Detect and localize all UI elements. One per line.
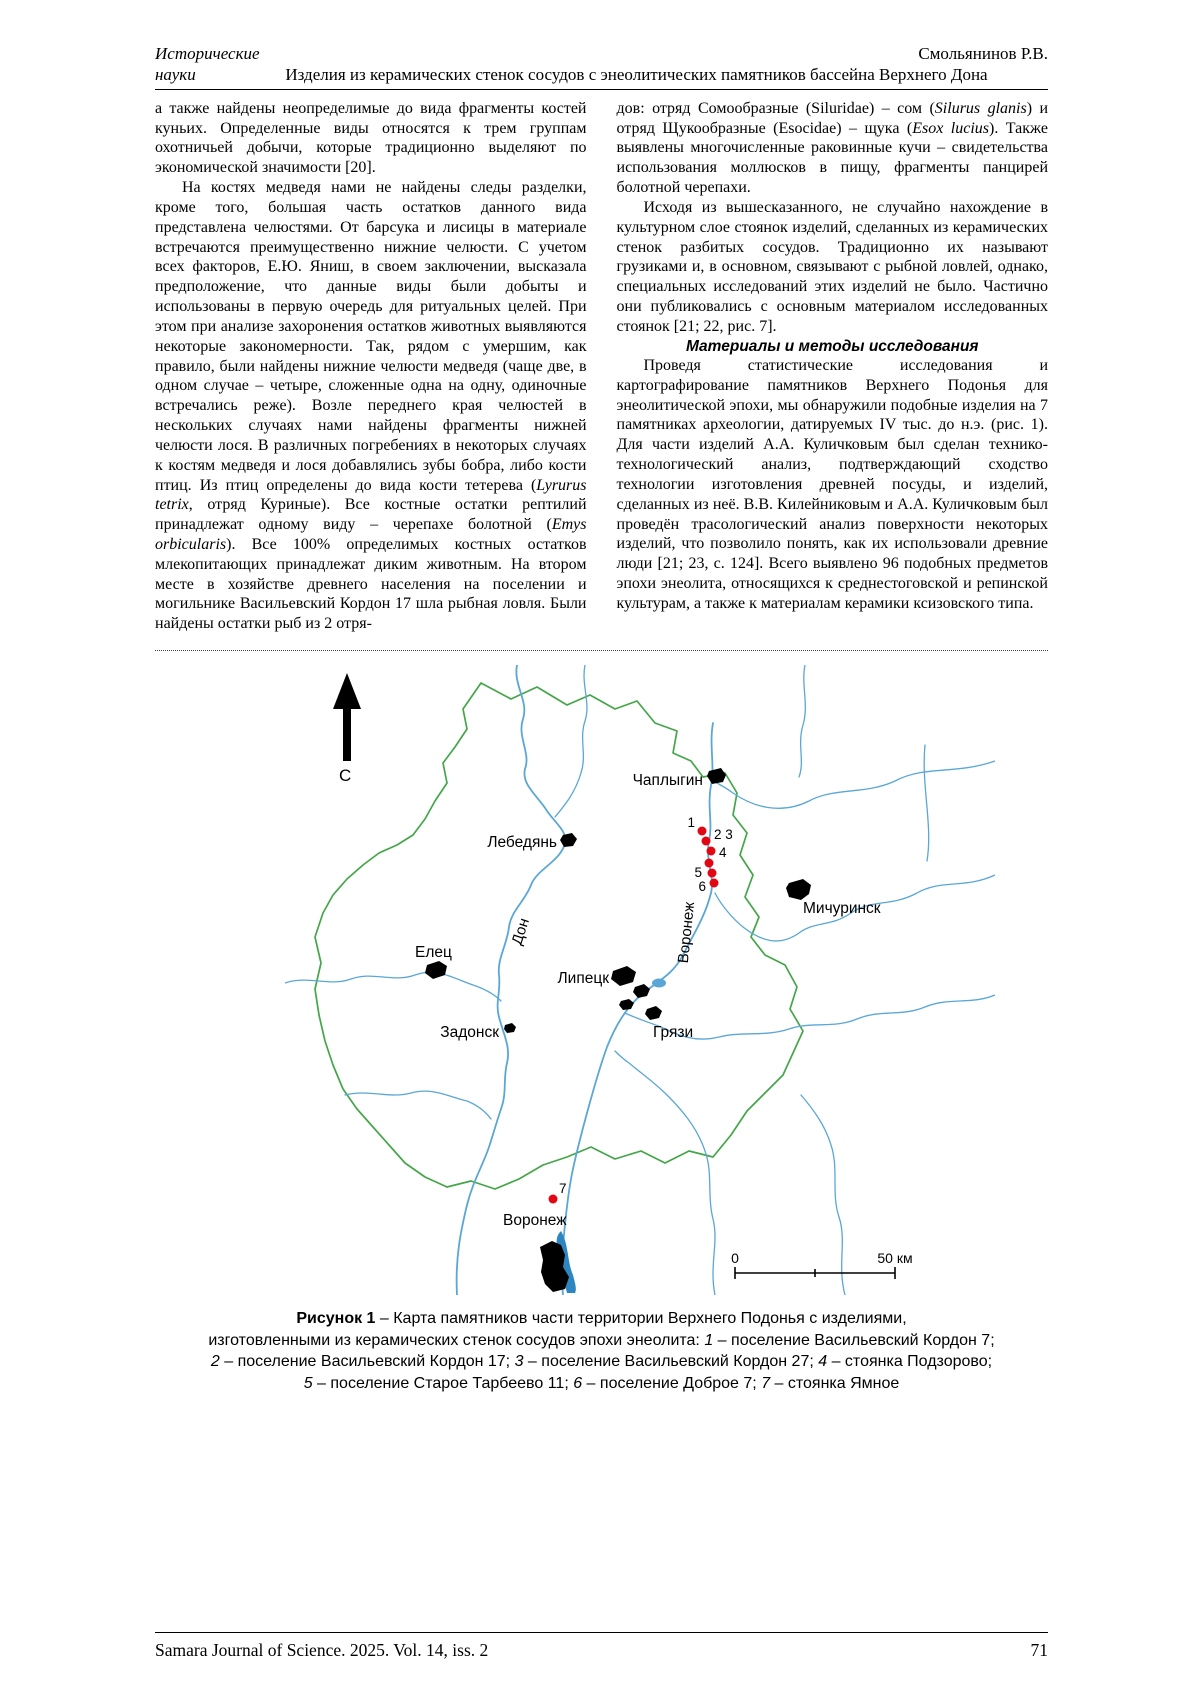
tributary bbox=[555, 665, 587, 817]
city-label-lebedyan: Лебедянь bbox=[487, 834, 557, 852]
tributary bbox=[924, 745, 929, 861]
section-heading: Материалы и методы исследования bbox=[685, 337, 979, 355]
section-name-line2: науки bbox=[155, 65, 196, 85]
north-label: С bbox=[339, 766, 352, 786]
city-label-michurinsk: Мичуринск bbox=[803, 900, 881, 918]
city-labels bbox=[415, 772, 881, 1229]
figure-1 bbox=[155, 650, 1048, 1394]
site-label-5: 5 bbox=[694, 865, 702, 881]
paragraph: Проведя статистические исследования и картографирование памятников Верхнего Подонья для энеолитической эпохи, мы обнаружили подобные изделия на 7 памятниках археологии, датируемых IV тыс. до н.э. (рис. 1). Для части изделий А.А. Куличковым был сделан технико-технологический анализ, подтверждающий сходство технологии изготовления древней посуды, и изделий, сделанных из неё. В.В. Килейниковым и А.А. Куличковым был проведён трасологический анализ поверхности некоторых изделий, что позволило понять, как их использовали древние люди [21; 23, с. 124]. Всего выявлено 96 подобных предметов эпохи энеолита, относящихся к среднестоговской и репинской культурам, а также к материалам керамики ксизовского типа. bbox=[616, 356, 1048, 612]
city-mark-chaplygin bbox=[707, 768, 726, 784]
site-dot-3 bbox=[707, 847, 716, 856]
tributary bbox=[345, 1091, 491, 1119]
city-mark-lebedyan bbox=[560, 833, 577, 847]
tributary bbox=[799, 665, 805, 777]
journal-title: Samara Journal of Science. 2025. Vol. 14, iss. 2 bbox=[155, 1640, 489, 1660]
city-label-lipetsk: Липецк bbox=[557, 970, 609, 988]
caption-line: 5 – поселение Старое Тарбеево 11; 6 – поселение Доброе 7; 7 – стоянка Ямное bbox=[303, 1374, 900, 1392]
author-name: Смольянинов Р.В. bbox=[918, 44, 1048, 63]
right-column bbox=[617, 99, 1049, 634]
site-label-2-3: 2 3 bbox=[714, 827, 733, 843]
tributary bbox=[713, 761, 995, 808]
site-dot-6 bbox=[710, 879, 719, 888]
site-dot-7 bbox=[549, 1195, 558, 1204]
tributary bbox=[615, 1051, 715, 1295]
site-dot-4 bbox=[705, 859, 714, 868]
city-mark-michurinsk bbox=[786, 879, 811, 900]
paragraph: На костях медведя нами не найдены следы разделки, кроме того, большая часть остатков данного вида представлена челюстями. От барсука и лисицы в материале встречаются преимущественно нижние челюсти. С учетом всех факторов, Е.Ю. Яниш, в своем заключении, высказала предположение, что данные виды были добыты и использованы в первую очередь для ритуальных целей. При этом при анализе захоронения остатков животных выявляются некоторые закономерности. Так, рядом с умершим, как правило, были найдены нижние челюсти медведя (чаще две, в одном случае – четыре, сложенные одна на одну, одиночные встречались реже). Возле переднего края челюстей в нескольких случаях нами найдены фрагменты нижней челюсти лося. В различных погребениях в некоторых случаях к костям медведя и лося добавлялись зубы бобра, либо кости птиц. Из птиц определены до вида кости тетерева (Lyrurus tetrix, отряд Куриные). Все костные остатки рептилий принадлежат одному виду – черепахе болотной (Emys orbicularis). Все 100% определимых костных остатков млекопитающих принадлежат диким животным. На втором месте в хозяйстве древнего населения на поселении и могильнике Васильевский Кордон 17 шла рыбная ловля. Были найдены остатки рыб из 2 отря- bbox=[155, 179, 587, 633]
scale-zero-label: 0 bbox=[731, 1250, 739, 1267]
site-label-4: 4 bbox=[719, 845, 727, 861]
river-label-don: Дон bbox=[508, 916, 533, 948]
rivers bbox=[285, 665, 995, 1295]
article-body bbox=[155, 99, 1048, 634]
page-footer bbox=[155, 1632, 1048, 1661]
scale-end-label: 50 км bbox=[877, 1250, 913, 1267]
city-label-zadonsk: Задонск bbox=[440, 1024, 499, 1042]
site-dot-2 bbox=[702, 837, 711, 846]
paper-title: Изделия из керамических стенок сосудов с энеолитических памятников бассейна Верхнего Дона bbox=[285, 65, 988, 85]
city-mark-lipetsk-2 bbox=[633, 984, 650, 998]
page-number: 71 bbox=[1030, 1640, 1048, 1660]
city-mark-lipetsk-3 bbox=[619, 999, 634, 1010]
city-label-gryazi: Грязи bbox=[653, 1024, 694, 1042]
site-label-1: 1 bbox=[687, 815, 695, 831]
city-mark-lipetsk bbox=[611, 966, 636, 986]
city-mark-yelets bbox=[425, 961, 447, 979]
section-name-line1: Исторические bbox=[155, 44, 260, 63]
figure-caption bbox=[155, 1308, 1048, 1394]
river-voronezh bbox=[562, 723, 713, 1295]
scale-bar bbox=[735, 1267, 895, 1279]
caption-line: 2 – поселение Васильевский Кордон 17; 3 – поселение Васильевский Кордон 27; 4 – стоянка Подзорово; bbox=[210, 1353, 993, 1371]
city-mark-gryazi bbox=[645, 1006, 662, 1020]
site-number-labels bbox=[559, 815, 733, 1196]
tributary bbox=[801, 1095, 845, 1295]
city-label-voronezh: Воронеж bbox=[503, 1212, 567, 1230]
river-label-voronezh: Воронеж bbox=[674, 901, 699, 965]
page-header bbox=[155, 44, 1048, 90]
site-dot-1 bbox=[698, 827, 707, 836]
lake bbox=[652, 979, 666, 988]
paragraph: Исходя из вышесказанного, не случайно нахождение в культурном слое стоянок изделий, сделанных из керамических стенок разбитых сосудов. Традиционно их называют грузиками и, в основном, связывают с рыбной ловлей, однако, специальных исследований этих изделий не было. Частично они публиковались с основным материалом исследованных стоянок [21; 22, рис. 7]. bbox=[616, 198, 1048, 335]
map bbox=[285, 665, 995, 1300]
site-label-7: 7 bbox=[559, 1181, 567, 1197]
caption-line: изготовленными из керамических стенок сосудов эпохи энеолита: 1 – поселение Васильевский Кордон 7; bbox=[208, 1331, 995, 1349]
paragraph: дов: отряд Сомообразные (Siluridae) – сом (Silurus glanis) и отряд Щукообразные (Esocidae) – щука (Esox lucius). Также выявлены многочисленные раковинные кучи – свидетельства использования моллюсков в пищу, фрагменты панцирей болотной черепахи. bbox=[616, 99, 1048, 197]
paragraph: а также найдены неопределимые до вида фрагменты костей куньих. Определенные виды относятся к трем группам охотничьей добычи, которые традиционно выделяют по экономической значимости [20]. bbox=[155, 99, 587, 177]
caption-line: Рисунок 1 – Карта памятников части территории Верхнего Подонья с изделиями, bbox=[296, 1310, 907, 1328]
site-markers bbox=[549, 827, 719, 1204]
city-label-yelets: Елец bbox=[415, 944, 452, 962]
city-label-chaplygin: Чаплыгин bbox=[632, 772, 703, 790]
city-mark-zadonsk bbox=[504, 1023, 516, 1033]
site-dot-5 bbox=[708, 869, 717, 878]
north-arrow bbox=[333, 673, 361, 785]
map-svg bbox=[285, 665, 995, 1295]
left-column bbox=[155, 99, 587, 634]
region-boundary bbox=[315, 683, 803, 1189]
site-label-6: 6 bbox=[698, 879, 706, 895]
